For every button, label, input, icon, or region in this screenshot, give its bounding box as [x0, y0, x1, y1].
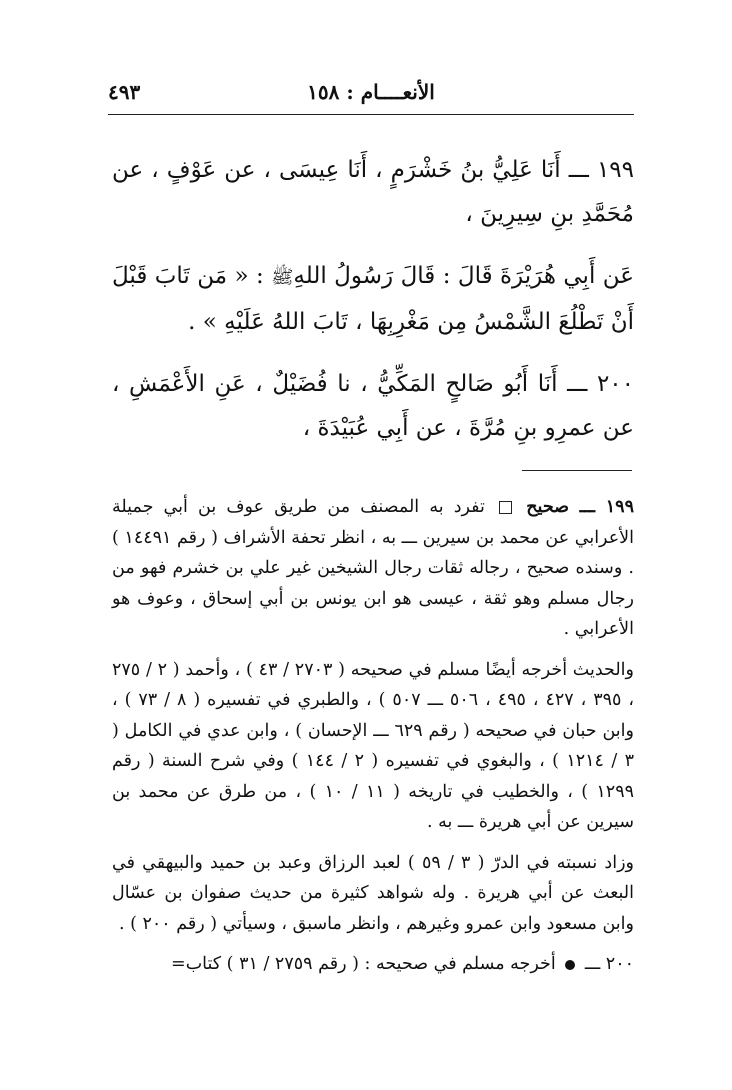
footnote-200-text: أخرجه مسلم في صحيحه : ( رقم ٢٧٥٩ / ٣١ ) كتاب= — [171, 954, 556, 974]
header-title: الأنعــــام : ١٥٨ — [307, 80, 435, 104]
footnote-199-text-1: تفرد به المصنف من طريق عوف بن أبي جميلة الأعرابي عن محمد بن سيرين ـــ به ، انظر تحفة الأشراف ( رقم ١٤٤٩١ ) . وسنده صحيح ، رجاله ثقات رجال الشيخين غير علي بن خشرم فهو من رجال مسلم وهو ثقة ، عيسى هو ابن يونس بن أبي إسحاق ، وعوف هو الأعرابي . — [112, 497, 634, 639]
hadith-200-isnad: أَنَا أَبُو صَالحٍ المَكِّيُّ ، نا فُضَيْلٌ ، عَنِ الأَعْمَشِ ، عن عمرِو بنِ مُرَّةَ ، عن أَبِي عُبَيْدَةَ ، — [112, 371, 634, 441]
header-divider — [108, 114, 634, 115]
footnote-200 — [112, 949, 634, 980]
hadith-199 — [112, 148, 634, 236]
hadith-199-matn-intro: عَن أَبِي هُرَيْرَةَ قَالَ : قَالَ رَسُولُ اللهِ — [293, 263, 635, 289]
footnote-199-label: ١٩٩ ـــ صحيح — [526, 497, 634, 517]
hadith-200-number: ٢٠٠ ـــ — [567, 371, 635, 397]
footnote-199-p1 — [112, 492, 634, 645]
hadith-199-number: ١٩٩ ـــ — [568, 157, 635, 183]
page-header — [108, 80, 634, 110]
hadith-199-matn-text: : « مَن تَابَ قَبْلَ أَنْ تَطْلُعَ الشَّمْسُ مِن مَغْرِبِهَا ، تَابَ اللهُ عَلَيْهِ » . — [112, 263, 634, 335]
page-number: ٤٩٣ — [108, 80, 141, 104]
footnote-199-p3: وزاد نسبته في الدرّ ( ٣ / ٥٩ ) لعبد الرزاق وعبد بن حميد والبيهقي في البعث عن أبي هريرة . وله شواهد كثيرة من حديث صفوان بن عسّال وابن مسعود وابن عمرو وغيرهم ، وانظر ماسبق ، وسيأتي ( رقم ٢٠٠ ) . — [112, 852, 634, 934]
hadith-200 — [112, 362, 634, 450]
salawat-glyph: ﷺ — [271, 267, 294, 288]
hadith-199-matn — [112, 254, 634, 344]
footnote-200-label: ٢٠٠ ـــ — [584, 954, 634, 974]
hadith-199-isnad: أَنَا عَلِيُّ بنُ خَشْرَمٍ ، أَنَا عِيسَى ، عن عَوْفٍ ، عن مُحَمَّدِ بنِ سِيرِينَ ، — [112, 157, 634, 227]
footnote-199-p2: والحديث أخرجه أيضًا مسلم في صحيحه ( ٢٧٠٣ / ٤٣ ) ، وأحمد ( ٢ / ٢٧٥ ، ٣٩٥ ، ٤٢٧ ، ٤٩٥ ، ٥٠٦ ـــ ٥٠٧ ) ، والطبري في تفسيره ( ٨ / ٧٣ ) ، وابن حبان في صحيحه ( رقم ٦٢٩ ـــ الإحسان ) ، وابن عدي في الكامل ( ٣ / ١٢١٤ ) ، والبغوي في تفسيره ( ٢ / ١٤٤ ) وفي شرح السنة ( رقم ١٢٩٩ ) ، والخطيب في تاريخه ( ١١ / ١٠ ) ، من طرق عن محمد بن سيرين عن أبي هريرة ـــ به . — [112, 659, 635, 832]
footnote-divider — [522, 470, 632, 471]
square-marker-icon — [499, 501, 512, 514]
main-text — [112, 148, 634, 468]
footnotes — [112, 492, 634, 990]
bullet-dot-icon — [565, 960, 575, 970]
